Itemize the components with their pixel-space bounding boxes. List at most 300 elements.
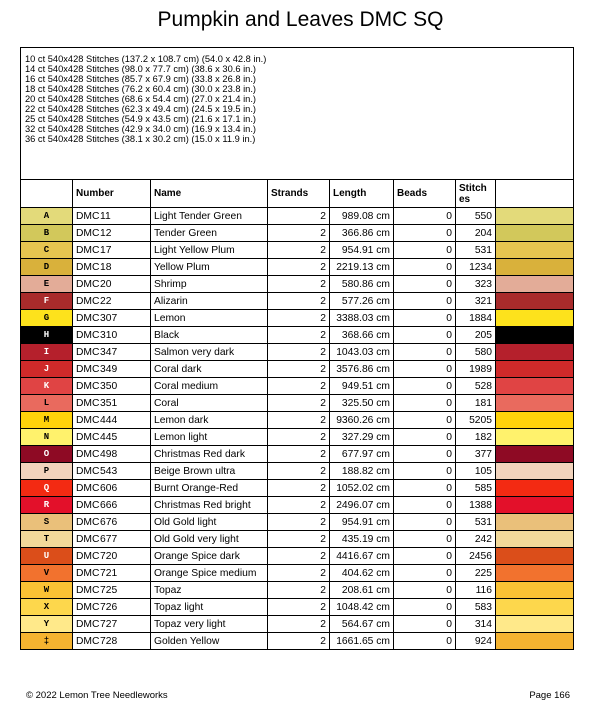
symbol-glyph: M [43, 415, 50, 425]
symbol-glyph: P [43, 466, 50, 476]
brand-label: DMC [76, 312, 100, 324]
table-row [21, 429, 574, 446]
symbol-glyph: I [43, 347, 50, 357]
header-strands: Strands [268, 180, 330, 208]
table-row [21, 514, 574, 531]
symbol-cell [21, 514, 73, 531]
stitches-cell: 314 [456, 616, 496, 633]
color-swatch [496, 616, 574, 633]
floss-number: 349 [100, 363, 118, 375]
table-row [21, 633, 574, 650]
header-number: Number [73, 180, 151, 208]
symbol-cell [21, 208, 73, 225]
stitches-cell: 531 [456, 242, 496, 259]
name-cell: Lemon light [151, 429, 268, 446]
brand-label: DMC [76, 550, 100, 562]
color-swatch [496, 633, 574, 650]
strands-cell: 2 [268, 599, 330, 616]
stitches-cell: 321 [456, 293, 496, 310]
length-cell: 1043.03 cm [330, 344, 394, 361]
number-cell [73, 582, 151, 599]
floss-number: 22 [100, 295, 112, 307]
brand-label: DMC [76, 448, 100, 460]
symbol-glyph: W [43, 585, 50, 595]
number-cell [73, 395, 151, 412]
symbol-glyph: Q [43, 483, 50, 493]
beads-cell: 0 [394, 616, 456, 633]
symbol-glyph: X [43, 602, 50, 612]
brand-label: DMC [76, 261, 100, 273]
length-cell: 1052.02 cm [330, 480, 394, 497]
number-cell [73, 344, 151, 361]
symbol-cell [21, 429, 73, 446]
name-cell: Light Tender Green [151, 208, 268, 225]
fabric-size-line: 14 ct 540x428 Stitches (98.0 x 77.7 cm) (38.6 x 30.6 in.) [25, 64, 256, 74]
symbol-glyph: ‡ [43, 636, 50, 646]
symbol-cell [21, 259, 73, 276]
length-cell: 3388.03 cm [330, 310, 394, 327]
fabric-size-line: 22 ct 540x428 Stitches (62.3 x 49.4 cm) (24.5 x 19.5 in.) [25, 104, 256, 114]
brand-label: DMC [76, 397, 100, 409]
symbol-cell [21, 616, 73, 633]
strands-cell: 2 [268, 259, 330, 276]
name-cell: Shrimp [151, 276, 268, 293]
floss-number: 606 [100, 482, 118, 494]
symbol-cell [21, 633, 73, 650]
header-stitches: Stitch es [456, 180, 496, 208]
table-row [21, 276, 574, 293]
floss-number: 12 [100, 227, 112, 239]
symbol-cell [21, 548, 73, 565]
beads-cell: 0 [394, 395, 456, 412]
symbol-glyph: E [43, 279, 50, 289]
beads-cell: 0 [394, 327, 456, 344]
beads-cell: 0 [394, 225, 456, 242]
stitches-cell: 205 [456, 327, 496, 344]
color-swatch [496, 446, 574, 463]
brand-label: DMC [76, 465, 100, 477]
symbol-glyph: D [43, 262, 50, 272]
beads-cell: 0 [394, 599, 456, 616]
beads-cell: 0 [394, 480, 456, 497]
number-cell [73, 242, 151, 259]
number-cell [73, 565, 151, 582]
number-cell [73, 531, 151, 548]
strands-cell: 2 [268, 225, 330, 242]
stitches-cell: 580 [456, 344, 496, 361]
stitches-cell: 242 [456, 531, 496, 548]
stitches-cell: 1234 [456, 259, 496, 276]
floss-number: 444 [100, 414, 118, 426]
strands-cell: 2 [268, 276, 330, 293]
strands-cell: 2 [268, 446, 330, 463]
beads-cell: 0 [394, 531, 456, 548]
number-cell [73, 378, 151, 395]
length-cell: 564.67 cm [330, 616, 394, 633]
stitches-cell: 377 [456, 446, 496, 463]
symbol-glyph: Y [43, 619, 50, 629]
floss-number: 347 [100, 346, 118, 358]
color-swatch [496, 548, 574, 565]
strands-cell: 2 [268, 463, 330, 480]
floss-number: 676 [100, 516, 118, 528]
floss-number: 307 [100, 312, 118, 324]
beads-cell: 0 [394, 310, 456, 327]
color-swatch [496, 463, 574, 480]
table-row [21, 531, 574, 548]
number-cell [73, 599, 151, 616]
length-cell: 404.62 cm [330, 565, 394, 582]
symbol-cell [21, 276, 73, 293]
brand-label: DMC [76, 227, 100, 239]
table-row [21, 344, 574, 361]
symbol-cell [21, 225, 73, 242]
symbol-cell [21, 599, 73, 616]
stitches-cell: 116 [456, 582, 496, 599]
number-cell [73, 548, 151, 565]
symbol-glyph: T [43, 534, 50, 544]
fabric-size-line: 18 ct 540x428 Stitches (76.2 x 60.4 cm) (30.0 x 23.8 in.) [25, 84, 256, 94]
strands-cell: 2 [268, 361, 330, 378]
number-cell [73, 616, 151, 633]
name-cell: Lemon [151, 310, 268, 327]
stitches-cell: 5205 [456, 412, 496, 429]
floss-number: 677 [100, 533, 118, 545]
fabric-sizes-box [20, 47, 574, 180]
color-swatch [496, 327, 574, 344]
strands-cell: 2 [268, 531, 330, 548]
table-row [21, 225, 574, 242]
floss-number: 11 [100, 210, 111, 222]
length-cell: 577.26 cm [330, 293, 394, 310]
table-row [21, 565, 574, 582]
stitches-cell: 585 [456, 480, 496, 497]
length-cell: 435.19 cm [330, 531, 394, 548]
strands-cell: 2 [268, 242, 330, 259]
floss-number: 725 [100, 584, 118, 596]
number-cell [73, 446, 151, 463]
color-swatch [496, 480, 574, 497]
name-cell: Coral medium [151, 378, 268, 395]
floss-number: 351 [100, 397, 118, 409]
table-row [21, 548, 574, 565]
color-swatch [496, 514, 574, 531]
strands-cell: 2 [268, 412, 330, 429]
fabric-size-line: 20 ct 540x428 Stitches (68.6 x 54.4 cm) (27.0 x 21.4 in.) [25, 94, 256, 104]
table-row [21, 412, 574, 429]
color-swatch [496, 208, 574, 225]
color-swatch [496, 310, 574, 327]
color-swatch [496, 344, 574, 361]
stitches-cell: 528 [456, 378, 496, 395]
beads-cell: 0 [394, 582, 456, 599]
name-cell: Topaz very light [151, 616, 268, 633]
color-swatch [496, 497, 574, 514]
length-cell: 1048.42 cm [330, 599, 394, 616]
symbol-glyph: S [43, 517, 50, 527]
header-name: Name [151, 180, 268, 208]
beads-cell: 0 [394, 446, 456, 463]
page-title: Pumpkin and Leaves DMC SQ [157, 8, 444, 31]
beads-cell: 0 [394, 514, 456, 531]
table-row [21, 208, 574, 225]
name-cell: Topaz light [151, 599, 268, 616]
brand-label: DMC [76, 584, 100, 596]
stitches-cell: 2456 [456, 548, 496, 565]
name-cell: Salmon very dark [151, 344, 268, 361]
brand-label: DMC [76, 380, 100, 392]
color-swatch [496, 242, 574, 259]
table-row [21, 582, 574, 599]
number-cell [73, 208, 151, 225]
fabric-size-line: 32 ct 540x428 Stitches (42.9 x 34.0 cm) (16.9 x 13.4 in.) [25, 124, 256, 134]
copyright-text: © 2022 Lemon Tree Needleworks [26, 690, 168, 701]
number-cell [73, 633, 151, 650]
brand-label: DMC [76, 244, 100, 256]
symbol-glyph: J [43, 364, 50, 374]
stitches-cell: 924 [456, 633, 496, 650]
number-cell [73, 310, 151, 327]
symbol-glyph: G [43, 313, 50, 323]
number-cell [73, 480, 151, 497]
symbol-cell [21, 310, 73, 327]
symbol-glyph: O [43, 449, 50, 459]
floss-number: 18 [100, 261, 112, 273]
strands-cell: 2 [268, 497, 330, 514]
number-cell [73, 412, 151, 429]
brand-label: DMC [76, 431, 100, 443]
strands-cell: 2 [268, 378, 330, 395]
symbol-cell [21, 361, 73, 378]
length-cell: 4416.67 cm [330, 548, 394, 565]
strands-cell: 2 [268, 344, 330, 361]
beads-cell: 0 [394, 497, 456, 514]
name-cell: Yellow Plum [151, 259, 268, 276]
symbol-cell [21, 395, 73, 412]
number-cell [73, 276, 151, 293]
color-swatch [496, 361, 574, 378]
name-cell: Golden Yellow [151, 633, 268, 650]
number-cell [73, 497, 151, 514]
fabric-size-line: 10 ct 540x428 Stitches (137.2 x 108.7 cm) (54.0 x 42.8 in.) [25, 54, 267, 64]
color-swatch [496, 582, 574, 599]
brand-label: DMC [76, 635, 100, 647]
beads-cell: 0 [394, 361, 456, 378]
color-swatch [496, 225, 574, 242]
floss-number: 727 [100, 618, 118, 630]
beads-cell: 0 [394, 463, 456, 480]
length-cell: 368.66 cm [330, 327, 394, 344]
length-cell: 580.86 cm [330, 276, 394, 293]
name-cell: Old Gold light [151, 514, 268, 531]
stitches-cell: 550 [456, 208, 496, 225]
number-cell [73, 361, 151, 378]
fabric-size-line: 16 ct 540x428 Stitches (85.7 x 67.9 cm) (33.8 x 26.8 in.) [25, 74, 256, 84]
symbol-cell [21, 327, 73, 344]
brand-label: DMC [76, 329, 100, 341]
symbol-cell [21, 446, 73, 463]
floss-number: 720 [100, 550, 118, 562]
symbol-glyph: L [43, 398, 50, 408]
color-swatch [496, 259, 574, 276]
number-cell [73, 463, 151, 480]
stitches-cell: 583 [456, 599, 496, 616]
color-swatch [496, 378, 574, 395]
name-cell: Alizarin [151, 293, 268, 310]
brand-label: DMC [76, 516, 100, 528]
number-cell [73, 259, 151, 276]
name-cell: Orange Spice medium [151, 565, 268, 582]
stitches-cell: 204 [456, 225, 496, 242]
symbol-glyph: K [43, 381, 50, 391]
symbol-glyph: C [43, 245, 50, 255]
table-row [21, 378, 574, 395]
length-cell: 677.97 cm [330, 446, 394, 463]
name-cell: Beige Brown ultra [151, 463, 268, 480]
fabric-size-line: 36 ct 540x428 Stitches (38.1 x 30.2 cm) (15.0 x 11.9 in.) [25, 134, 256, 144]
brand-label: DMC [76, 533, 100, 545]
symbol-glyph: H [43, 330, 50, 340]
strands-cell: 2 [268, 514, 330, 531]
strands-cell: 2 [268, 548, 330, 565]
beads-cell: 0 [394, 208, 456, 225]
strands-cell: 2 [268, 327, 330, 344]
brand-label: DMC [76, 210, 100, 222]
symbol-cell [21, 378, 73, 395]
table-row [21, 616, 574, 633]
strands-cell: 2 [268, 293, 330, 310]
symbol-glyph: R [43, 500, 50, 510]
symbol-glyph: N [43, 432, 50, 442]
beads-cell: 0 [394, 378, 456, 395]
beads-cell: 0 [394, 242, 456, 259]
table-row [21, 361, 574, 378]
strands-cell: 2 [268, 310, 330, 327]
stitches-cell: 1884 [456, 310, 496, 327]
name-cell: Black [151, 327, 268, 344]
floss-number: 350 [100, 380, 118, 392]
name-cell: Topaz [151, 582, 268, 599]
length-cell: 1661.65 cm [330, 633, 394, 650]
stitches-cell: 531 [456, 514, 496, 531]
beads-cell: 0 [394, 259, 456, 276]
color-swatch [496, 293, 574, 310]
name-cell: Tender Green [151, 225, 268, 242]
floss-number: 666 [100, 499, 118, 511]
color-swatch [496, 429, 574, 446]
floss-number: 726 [100, 601, 118, 613]
symbol-cell [21, 463, 73, 480]
strands-cell: 2 [268, 429, 330, 446]
floss-number: 20 [100, 278, 112, 290]
symbol-glyph: F [43, 296, 50, 306]
name-cell: Christmas Red dark [151, 446, 268, 463]
number-cell [73, 429, 151, 446]
length-cell: 949.51 cm [330, 378, 394, 395]
floss-number: 543 [100, 465, 118, 477]
length-cell: 3576.86 cm [330, 361, 394, 378]
table-header-row [21, 180, 574, 208]
color-swatch [496, 412, 574, 429]
brand-label: DMC [76, 363, 100, 375]
brand-label: DMC [76, 414, 100, 426]
strands-cell: 2 [268, 633, 330, 650]
symbol-glyph: U [43, 551, 50, 561]
symbol-cell [21, 565, 73, 582]
table-row [21, 446, 574, 463]
brand-label: DMC [76, 618, 100, 630]
header-length: Length [330, 180, 394, 208]
floss-number: 445 [100, 431, 118, 443]
symbol-cell [21, 582, 73, 599]
table-row [21, 395, 574, 412]
symbol-cell [21, 344, 73, 361]
table-row [21, 293, 574, 310]
length-cell: 2496.07 cm [330, 497, 394, 514]
symbol-cell [21, 497, 73, 514]
length-cell: 9360.26 cm [330, 412, 394, 429]
color-swatch [496, 531, 574, 548]
strands-cell: 2 [268, 582, 330, 599]
stitches-cell: 105 [456, 463, 496, 480]
color-swatch [496, 565, 574, 582]
strands-cell: 2 [268, 208, 330, 225]
strands-cell: 2 [268, 565, 330, 582]
table-row [21, 480, 574, 497]
length-cell: 325.50 cm [330, 395, 394, 412]
strands-cell: 2 [268, 395, 330, 412]
length-cell: 2219.13 cm [330, 259, 394, 276]
length-cell: 208.61 cm [330, 582, 394, 599]
header-symbol [21, 180, 73, 208]
number-cell [73, 225, 151, 242]
stitches-cell: 1388 [456, 497, 496, 514]
floss-number: 728 [100, 635, 118, 647]
brand-label: DMC [76, 346, 100, 358]
beads-cell: 0 [394, 276, 456, 293]
number-cell [73, 293, 151, 310]
name-cell: Burnt Orange-Red [151, 480, 268, 497]
symbol-cell [21, 480, 73, 497]
floss-number: 721 [100, 567, 118, 579]
name-cell: Coral dark [151, 361, 268, 378]
length-cell: 366.86 cm [330, 225, 394, 242]
stitches-cell: 182 [456, 429, 496, 446]
length-cell: 989.08 cm [330, 208, 394, 225]
name-cell: Lemon dark [151, 412, 268, 429]
beads-cell: 0 [394, 565, 456, 582]
header-color [496, 180, 574, 208]
length-cell: 188.82 cm [330, 463, 394, 480]
header-beads: Beads [394, 180, 456, 208]
beads-cell: 0 [394, 548, 456, 565]
color-swatch [496, 599, 574, 616]
name-cell: Orange Spice dark [151, 548, 268, 565]
beads-cell: 0 [394, 412, 456, 429]
table-row [21, 259, 574, 276]
name-cell: Christmas Red bright [151, 497, 268, 514]
page-number: Page 166 [529, 690, 570, 701]
symbol-glyph: B [43, 228, 50, 238]
color-swatch [496, 276, 574, 293]
stitches-cell: 181 [456, 395, 496, 412]
floss-number: 17 [100, 244, 112, 256]
stitches-cell: 1989 [456, 361, 496, 378]
length-cell: 327.29 cm [330, 429, 394, 446]
thread-key-table [20, 179, 574, 650]
table-row [21, 310, 574, 327]
color-swatch [496, 395, 574, 412]
